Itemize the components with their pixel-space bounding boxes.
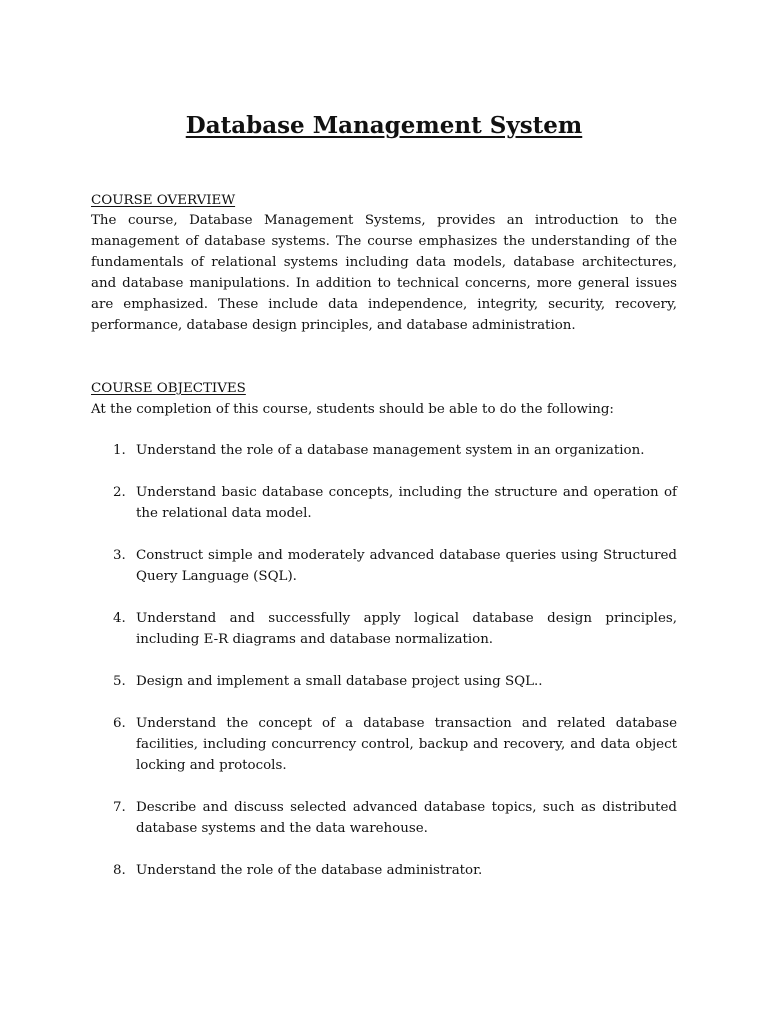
objective-text: Describe and discuss selected advanced database topics, such as distributed database systems and the data warehouse.: [136, 800, 677, 836]
objective-text: Understand basic database concepts, including the structure and operation of the relational data model.: [136, 485, 677, 521]
document-page: [91, 0, 677, 1024]
objective-text: Construct simple and moderately advanced database queries using Structured Query Language (SQL).: [136, 548, 677, 584]
objective-number: 5.: [113, 674, 126, 689]
objective-number: 2.: [113, 485, 126, 500]
objective-item: [91, 608, 677, 650]
course-objectives-intro: At the completion of this course, students should be able to do the following:: [91, 402, 614, 417]
objective-text: Understand the role of a database management system in an organization.: [136, 443, 645, 458]
objective-text: Understand the concept of a database transaction and related database facilities, including concurrency control, backup and recovery, and data object locking and protocols.: [136, 716, 677, 773]
course-overview-heading: COURSE OVERVIEW: [91, 193, 236, 208]
objective-text: Understand the role of the database administrator.: [136, 863, 483, 878]
objective-number: 4.: [113, 611, 126, 626]
objective-number: 1.: [113, 443, 126, 458]
objective-number: 6.: [113, 716, 126, 731]
objectives-list: [91, 440, 677, 902]
objective-text: Understand and successfully apply logical database design principles, including E-R diagrams and database normalization.: [136, 611, 677, 647]
document-title: Database Management System: [185, 112, 583, 139]
objective-item: [91, 797, 677, 839]
objective-item: [91, 440, 677, 461]
objective-item: [91, 482, 677, 524]
objective-item: [91, 860, 677, 881]
course-overview-text: The course, Database Management Systems, provides an introduction to the management of database systems. The course emphasizes the understanding of the fundamentals of relational systems including data models, database architectures, and database manipulations. In addition to technical concerns, more general issues are emphasized. These include data independence, integrity, security, recovery, performance, database design principles, and database administration.: [91, 213, 677, 333]
objective-number: 3.: [113, 548, 126, 563]
objective-item: [91, 671, 677, 692]
course-objectives-heading: COURSE OBJECTIVES: [91, 381, 246, 396]
objective-text: Design and implement a small database project using SQL..: [136, 674, 543, 689]
objective-item: [91, 713, 677, 776]
objective-number: 8.: [113, 863, 126, 878]
objective-number: 7.: [113, 800, 126, 815]
objective-item: [91, 545, 677, 587]
